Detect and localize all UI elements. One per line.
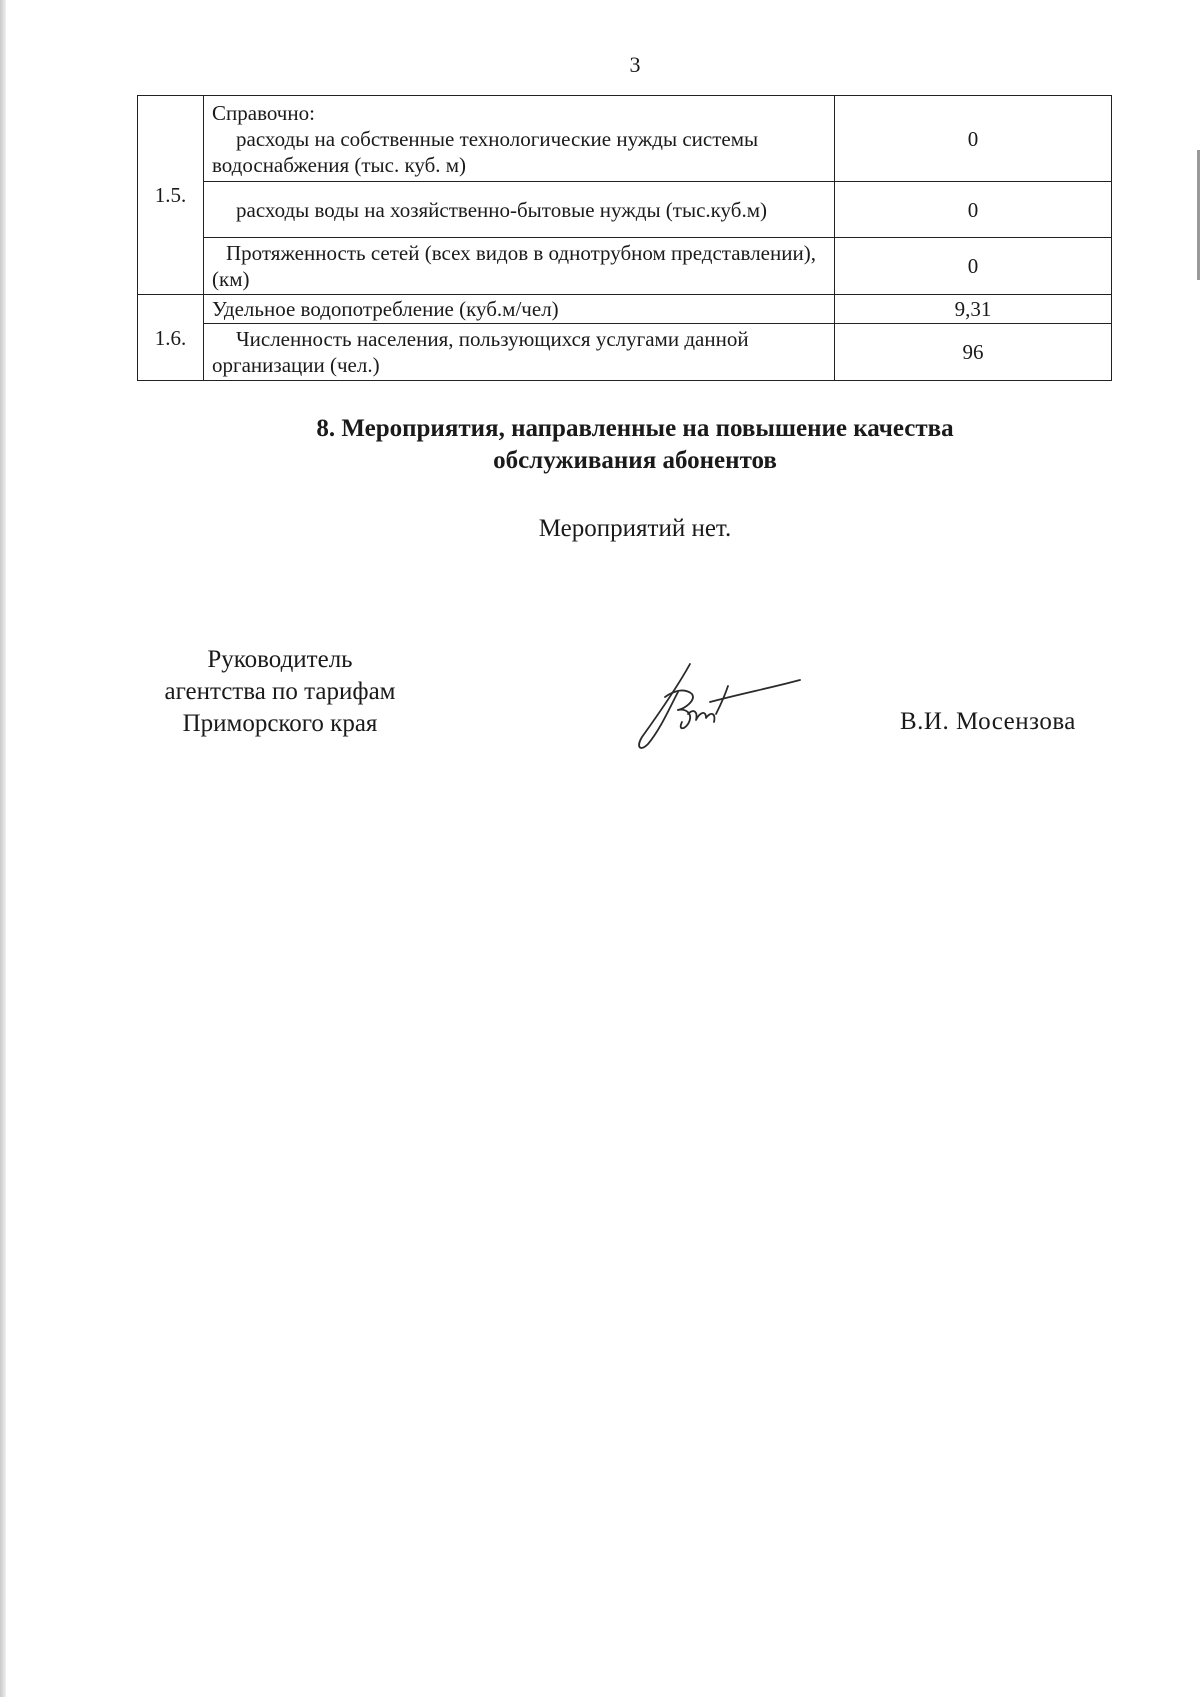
signatory-name: В.И. Мосензова: [900, 708, 1076, 735]
row-number-1-6: 1.6.: [138, 295, 204, 381]
description-text: Численность населения, пользующихся услугами данной организации (чел.): [212, 327, 749, 377]
row-description: [204, 295, 835, 324]
table-row: [138, 182, 1112, 238]
reference-label: Справочно:: [212, 100, 315, 125]
section-title-line: 8. Мероприятия, направленные на повышение качества: [316, 415, 954, 442]
section-title: [120, 413, 1150, 477]
row-value: 9,31: [835, 295, 1112, 324]
signatory-title-line: Руководитель: [207, 646, 353, 673]
row-description: [204, 324, 835, 381]
table-row: [138, 238, 1112, 295]
description-text: расходы на собственные технологические нужды системы водоснабжения (тыс. куб. м): [212, 126, 759, 177]
signatory-title-line: Приморского края: [182, 710, 378, 737]
page-number: 3: [629, 52, 641, 77]
indicators-table: [137, 95, 1112, 381]
description-text: Протяженность сетей (всех видов в однотрубном представлении), (км): [212, 241, 816, 291]
row-description: [204, 96, 835, 182]
row-description: [204, 182, 835, 238]
description-text: расходы воды на хозяйственно-бытовые нужды (тыс.куб.м): [236, 197, 767, 222]
row-value: 0: [835, 238, 1112, 295]
section-body-text: Мероприятий нет.: [538, 515, 732, 542]
table-row: [138, 295, 1112, 324]
scan-edge-left: [0, 0, 6, 1697]
row-value: 0: [835, 182, 1112, 238]
handwritten-signature: [630, 652, 810, 762]
signatory-title: [135, 644, 425, 740]
table-row: [138, 324, 1112, 381]
table-row: [138, 96, 1112, 182]
row-description: [204, 238, 835, 295]
row-number-1-5: 1.5.: [138, 96, 204, 295]
row-value: 0: [835, 96, 1112, 182]
signatory-title-line: агентства по тарифам: [164, 678, 396, 705]
row-value: 96: [835, 324, 1112, 381]
description-text: Удельное водопотребление (куб.м/чел): [212, 297, 559, 321]
section-title-line: обслуживания абонентов: [493, 447, 777, 474]
